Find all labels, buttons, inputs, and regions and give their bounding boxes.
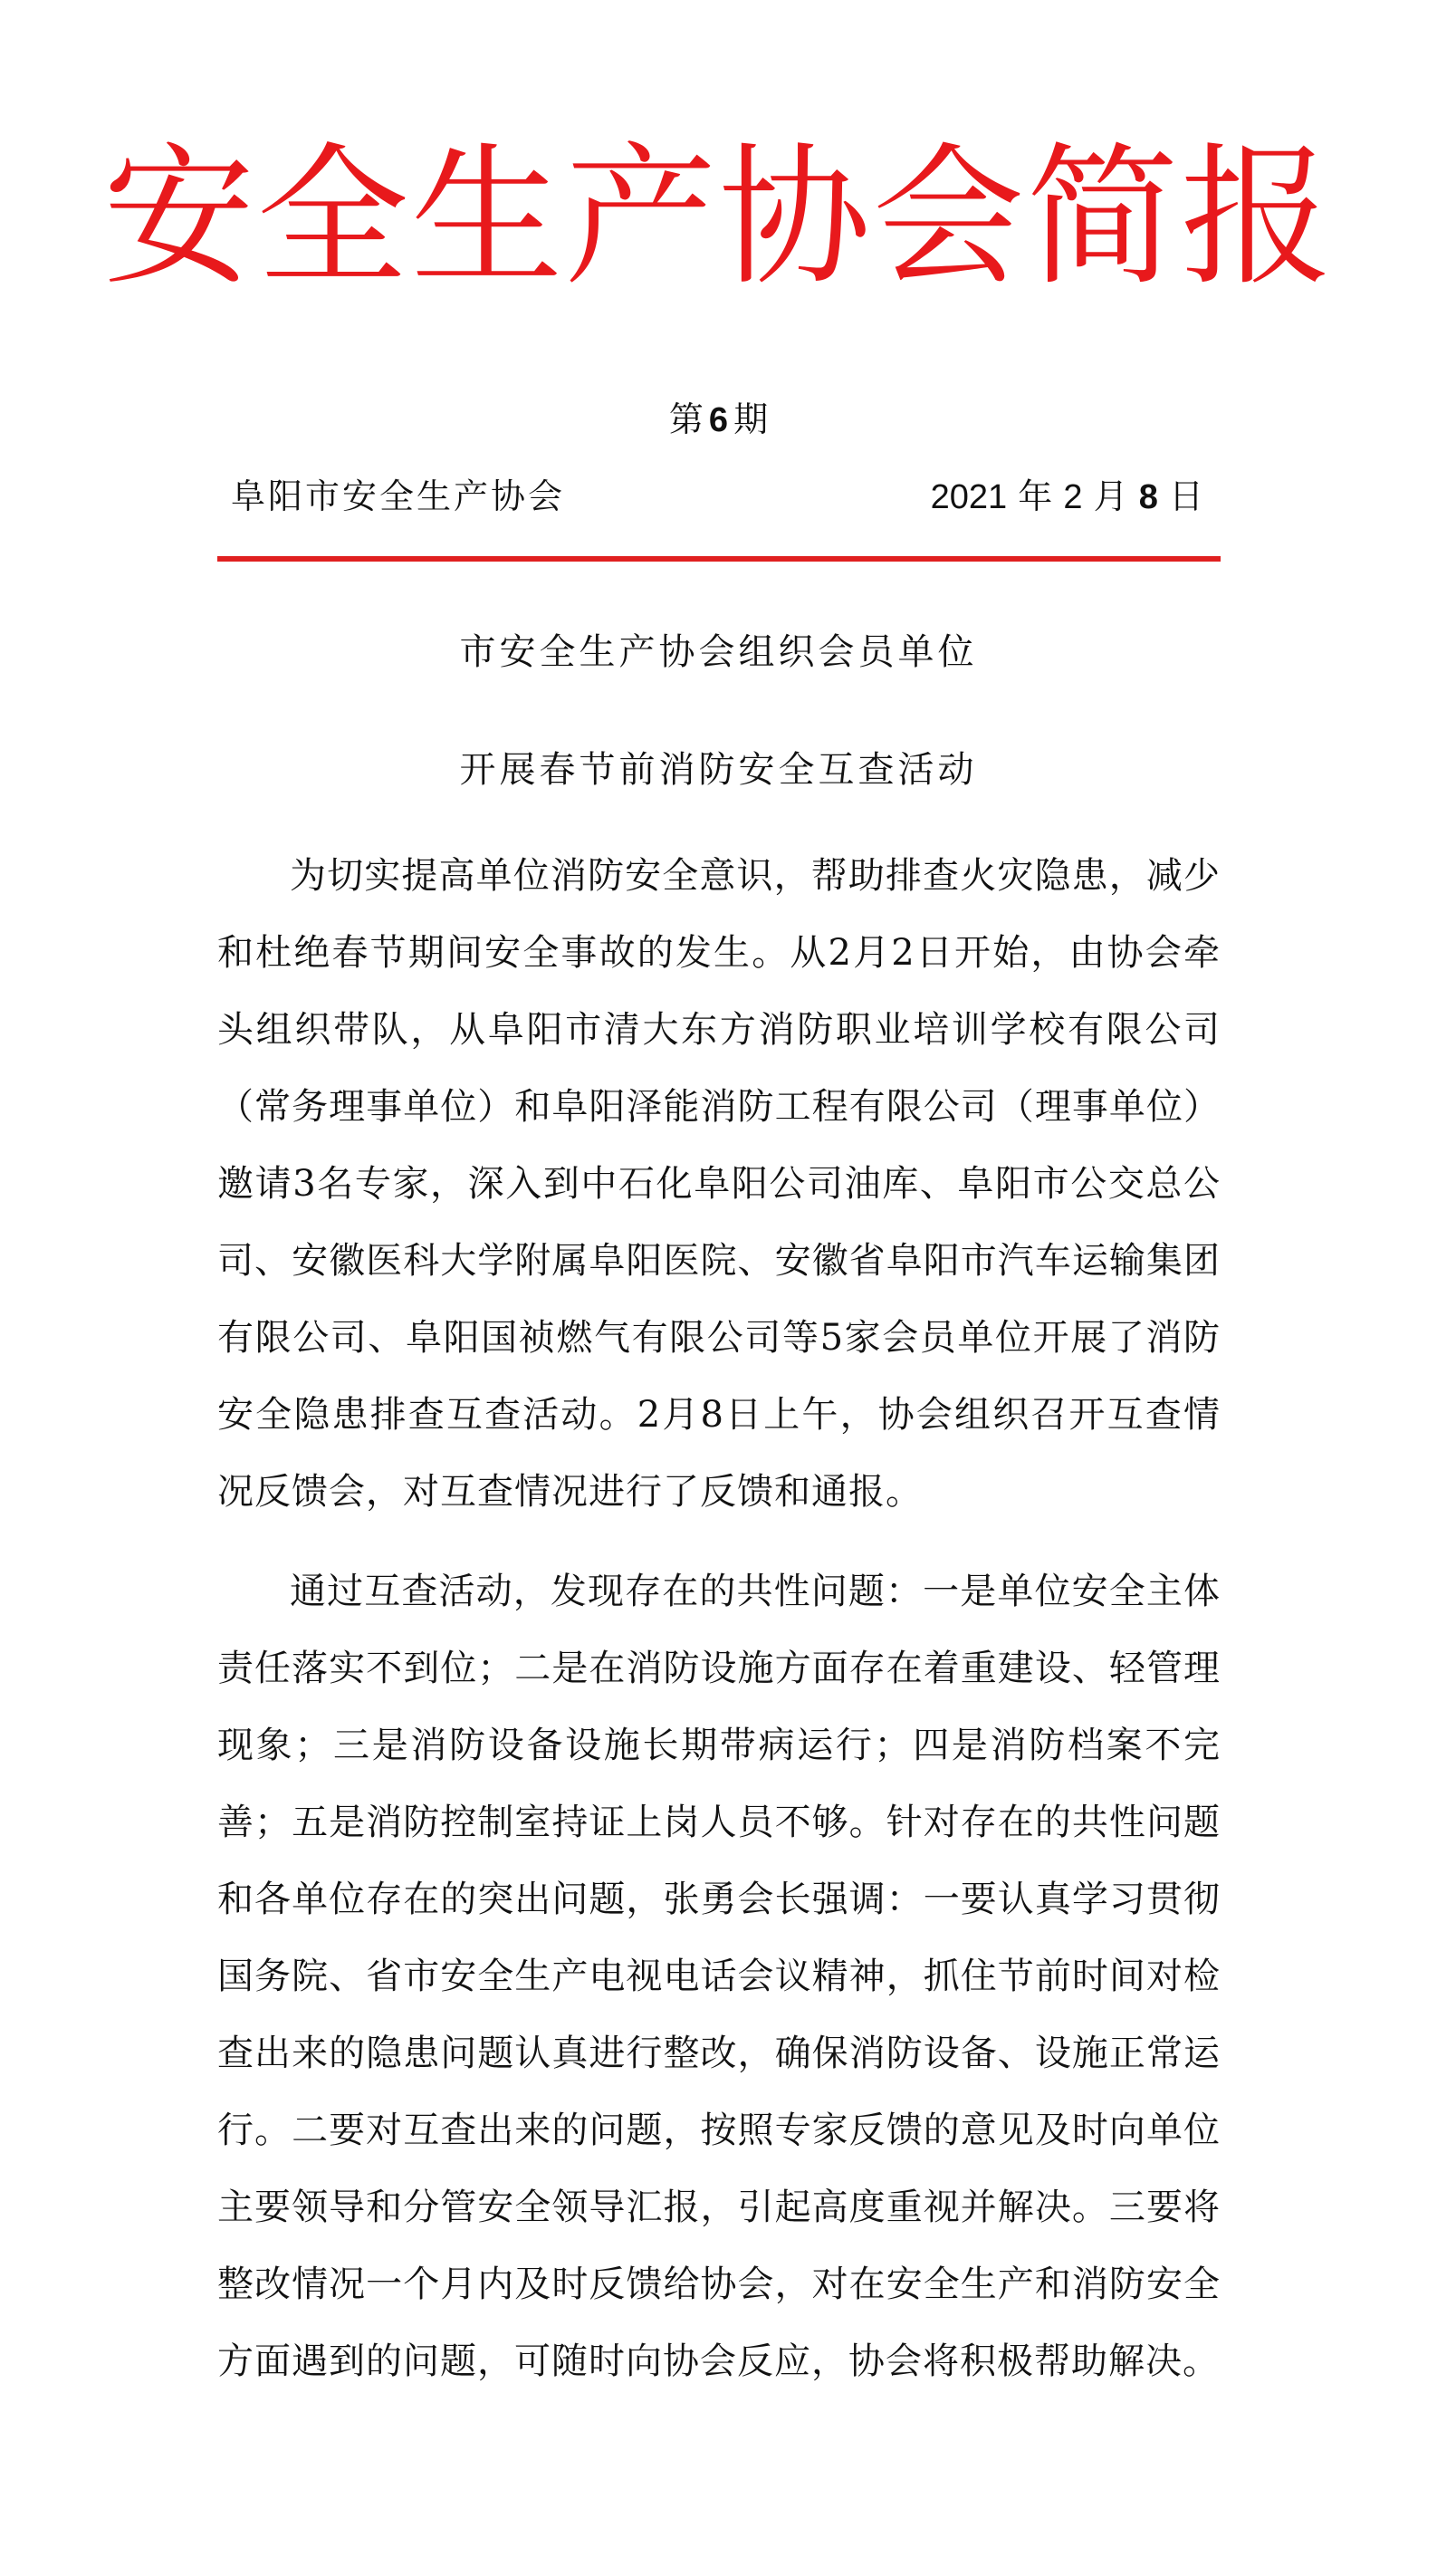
article-paragraph-1: 为切实提高单位消防安全意识，帮助排查火灾隐患，减少和杜绝春节期间安全事故的发生。从2月2日开始，由协会牵头组织带队，从阜阳市清大东方消防职业培训学校有限公司（常务理事单位）和阜阳泽能消防工程有限公司（理事单位）邀请3名专家，深入到中石化阜阳公司油库、阜阳市公交总公司、安徽医科大学附属阜阳医院、安徽省阜阳市汽车运输集团有限公司、阜阳国祯燃气有限公司等5家会员单位开展了消防安全隐患排查互查活动。2月8日上午，协会组织召开互查情况反馈会，对互查情况进行了反馈和通报。 bbox=[217, 855, 1221, 1513]
date-day-unit: 日 bbox=[1168, 476, 1203, 516]
date-year: 2021 bbox=[930, 478, 1008, 516]
issue-number: 6 bbox=[708, 401, 729, 439]
article-title-line-2: 开展春节前消防安全互查活动 bbox=[459, 749, 978, 791]
issuing-organization: 阜阳市安全生产协会 bbox=[231, 476, 566, 516]
date-day: 8 bbox=[1138, 478, 1158, 516]
article-title-line-1: 市安全生产协会组织会员单位 bbox=[459, 631, 978, 673]
issue-suffix: 期 bbox=[733, 399, 769, 439]
date-month-unit: 月 bbox=[1093, 476, 1128, 516]
issue-number-line bbox=[0, 394, 1437, 446]
header-divider-rule bbox=[217, 556, 1221, 562]
issue-prefix: 第 bbox=[668, 399, 704, 439]
issue-date bbox=[931, 471, 1203, 523]
date-month: 2 bbox=[1063, 478, 1083, 516]
masthead-title: 安全生产协会简报 bbox=[102, 129, 1335, 306]
date-year-unit: 年 bbox=[1018, 476, 1053, 516]
article-paragraph-2: 通过互查活动，发现存在的共性问题：一是单位安全主体责任落实不到位；二是在消防设施方面存在着重建设、轻管理现象；三是消防设备设施长期带病运行；四是消防档案不完善；五是消防控制室持证上岗人员不够。针对存在的共性问题和各单位存在的突出问题，张勇会长强调：一要认真学习贯彻国务院、省市安全生产电视电话会议精神，抓住节前时间对检查出来的隐患问题认真进行整改，确保消防设备、设施正常运行。二要对互查出来的问题，按照专家反馈的意见及时向单位主要领导和分管安全领导汇报，引起高度重视并解决。三要将整改情况一个月内及时反馈给协会，对在安全生产和消防安全方面遇到的问题，可随时向协会反应，协会将积极帮助解决。 bbox=[217, 1571, 1221, 2382]
